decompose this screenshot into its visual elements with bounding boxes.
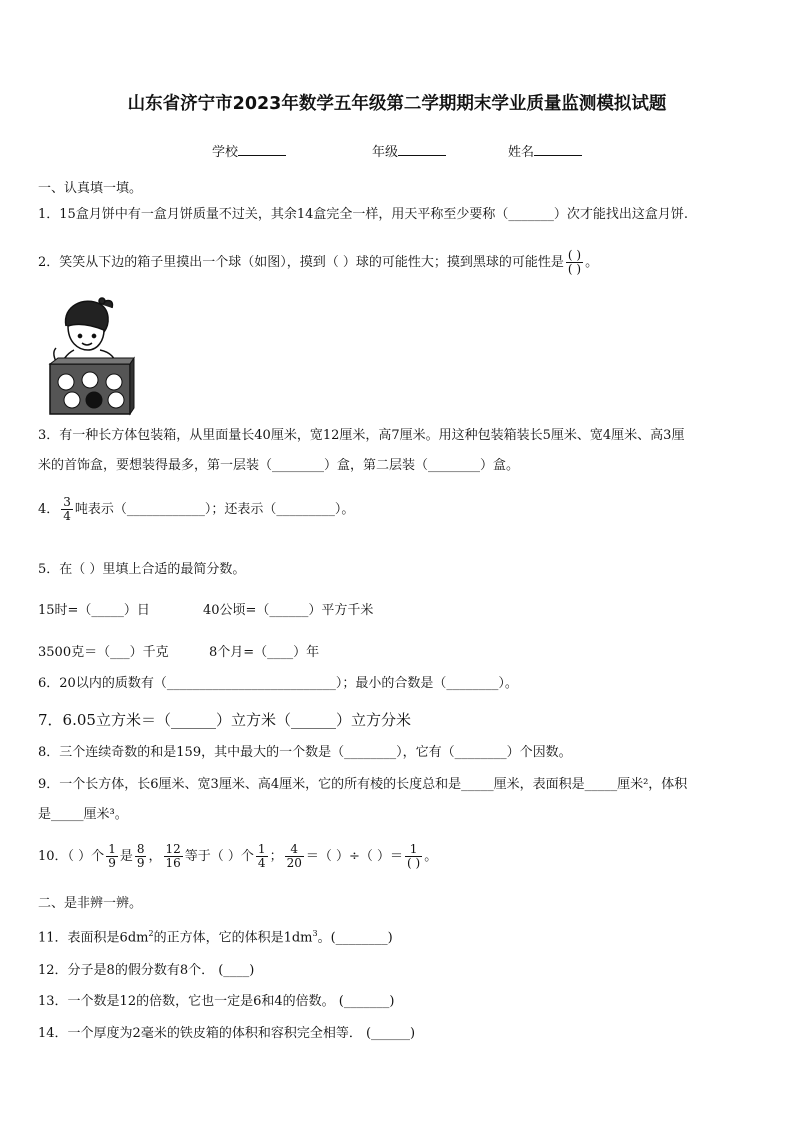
question-12: 12．分子是8的假分数有8个． (____) xyxy=(38,963,255,978)
question-11: 11．表面积是$6dm^2$的正方体，它的体积是$1dm^3$。(________) xyxy=(38,929,393,946)
question-1: 1．15盒月饼中有一盒月饼质量不过关，其余14盒完全一样，用天平称至少要称（_______）次才能找出这盒月饼. xyxy=(38,207,688,222)
school-field[interactable] xyxy=(212,141,286,160)
question-9-line-2: 是_____厘米³。 xyxy=(38,807,128,822)
question-5-b: 40公顷=（______）平方千米 xyxy=(203,603,374,618)
question-8: 8．三个连续奇数的和是159，其中最大的一个数是（________），它有（________）个因数。 xyxy=(38,745,572,760)
question-3-line-1: 3．有一种长方体包装箱，从里面量长40厘米，宽12厘米，高7厘米。用这种包装箱装长5厘米、宽4厘米、高3厘 xyxy=(38,428,685,443)
name-label: 姓名 xyxy=(508,145,535,160)
section-1-heading: 一、认真填一填。 xyxy=(38,181,143,196)
question-14: 14．一个厚度为2毫米的铁皮箱的体积和容积完全相等． (______) xyxy=(38,1026,416,1041)
section-2-heading: 二、是非辨一辨。 xyxy=(38,896,143,911)
question-4-fraction: $\frac{3}{4}$ xyxy=(63,495,71,523)
question-3-line-2: 米的首饰盒，要想装得最多，第一层装（________）盒，第二层装（________）盒。 xyxy=(38,458,520,473)
question-7: 7．6.05立方米＝（______）立方米（______）立方分米 xyxy=(38,711,411,729)
girl-with-ball-box-illustration xyxy=(44,292,136,416)
question-2-text: 2．笑笑从下边的箱子里摸出一个球（如图），摸到（ ）球的可能性大；摸到黑球的可能性是 xyxy=(38,255,564,270)
question-13: 13．一个数是12的倍数，它也一定是6和4的倍数。 (_______) xyxy=(38,994,395,1009)
question-5-d: 8个月=（____）年 xyxy=(209,645,320,660)
question-5-heading: 5．在（ ）里填上合适的最简分数。 xyxy=(38,562,246,577)
school-label: 学校 xyxy=(212,145,239,160)
question-2: 2．笑笑从下边的箱子里摸出一个球（如图），摸到（ ）球的可能性大；摸到黑球的可能性是 $\frac{( )}{( )}$ 。 xyxy=(38,248,599,276)
name-field[interactable] xyxy=(508,141,582,160)
question-5-a: 15时=（_____）日 xyxy=(38,603,150,618)
grade-field[interactable] xyxy=(372,141,446,160)
question-5-c: 3500克＝（___）千克 xyxy=(38,645,169,660)
question-4: 4． $\frac{3}{4}$ 吨表示（____________）；还表示（_________）。 xyxy=(38,495,355,523)
grade-label: 年级 xyxy=(372,145,399,160)
question-10: 10．（ ）个 $\frac{1}{9}$ 是 $\frac{8}{9}$ ， $\frac{12}{16}$ 等于（ ）个 $\frac{1}{4}$ ； $\frac{4}{20}$ ＝（ ）÷（ ）＝ $\frac{1}{( )}$ 。 xyxy=(38,842,438,870)
question-9-line-1: 9．一个长方体，长6厘米、宽3厘米、高4厘米，它的所有棱的长度总和是_____厘米，表面积是_____厘米²，体积 xyxy=(38,777,688,792)
question-6: 6．20以内的质数有（__________________________）；最小的合数是（________）。 xyxy=(38,676,518,691)
page-title: 山东省济宁市2023年数学五年级第二学期期末学业质量监测模拟试题 xyxy=(127,94,667,114)
question-2-fraction: $\frac{( )}{( )}$ xyxy=(567,248,582,276)
